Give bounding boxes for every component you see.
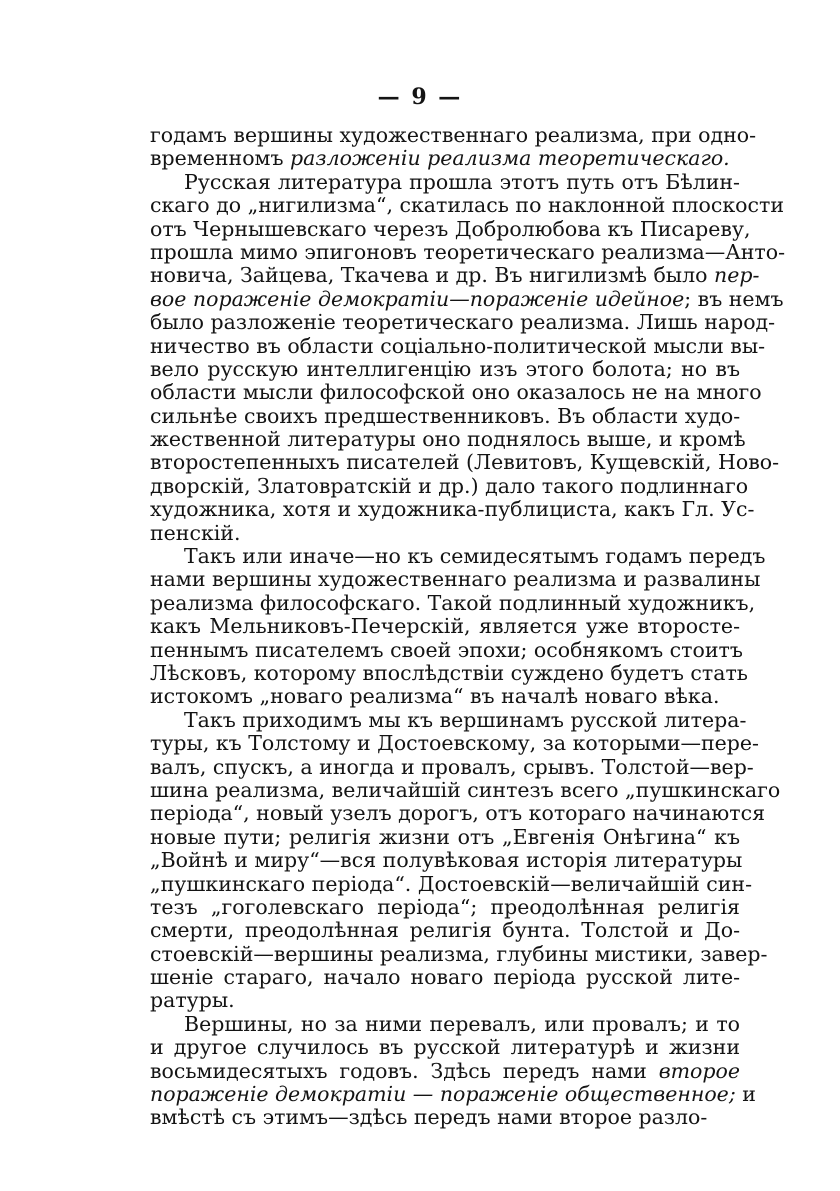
text-run: Русская литература прошла этотъ путь отъ Бѣлин- — [184, 169, 740, 194]
paragraph — [150, 123, 757, 171]
text-run: смерти, преодолѣнная религія бунта. Толстой и До- — [150, 918, 740, 943]
text-line — [150, 707, 747, 732]
text-line — [150, 1060, 740, 1083]
text-line — [150, 685, 740, 708]
text-line — [150, 1036, 740, 1059]
emphasis: пораженіе демократіи — пораженіе общественное; — [150, 1082, 736, 1107]
text-run: какъ Мельниковъ-Печерскій, является уже второсте- — [150, 614, 740, 639]
emphasis: вое пораженіе демократіи—пораженіе идейное — [150, 286, 685, 311]
text-line — [150, 754, 754, 779]
text-run: прошла мимо эпигоновъ теоретическаго реализма—Анто- — [150, 239, 786, 264]
text-line — [150, 848, 743, 873]
text-run: годамъ вершины художественнаго реализма, при одно- — [150, 123, 757, 147]
text-run: области мысли философской оно оказалось не на много — [150, 380, 762, 405]
text-line — [150, 871, 753, 896]
text-line — [150, 731, 759, 756]
text-line — [150, 123, 757, 147]
text-run: новича, Зайцева, Ткачева и др. Въ нигилизмѣ было — [150, 263, 715, 288]
text-run: пенскій. — [150, 520, 241, 545]
paragraph — [150, 707, 781, 1013]
text-line — [150, 590, 756, 615]
paragraph — [150, 169, 786, 545]
text-line — [150, 427, 746, 452]
text-run: ; въ немъ — [684, 286, 784, 311]
text-line — [150, 171, 740, 194]
text-line — [150, 333, 766, 358]
text-run: стоевскій—вершины реализма, глубины мистики, завер- — [150, 941, 768, 966]
page-number: — 9 — — [377, 84, 463, 110]
text-line — [150, 1082, 756, 1107]
text-line — [150, 193, 784, 218]
text-run: тезъ „гоголевскаго періода“; преодолѣнная религія — [150, 894, 740, 919]
text-run: ничество въ области соціально-политической мысли вы- — [150, 333, 766, 358]
text-line — [150, 405, 740, 428]
emphasis: второе — [658, 1058, 740, 1083]
text-run: и — [735, 1082, 756, 1107]
text-line — [150, 919, 740, 942]
text-line — [150, 896, 740, 919]
text-line — [150, 263, 760, 288]
text-run: шеніе стараго, начало новаго періода русской лите- — [150, 965, 740, 990]
text-run: Вершины, но за ними перевалъ, или провалъ; и то — [184, 1011, 740, 1036]
text-line — [150, 497, 755, 522]
emphasis: пер- — [714, 263, 760, 288]
text-line — [150, 147, 740, 170]
text-line — [150, 1106, 740, 1129]
text-line — [150, 637, 743, 662]
text-run: нами вершины художественнаго реализма и развалины — [150, 567, 761, 592]
text-run: Такъ приходимъ мы къ вершинамъ русской литера- — [184, 707, 747, 732]
text-run: туры, къ Толстому и Достоевскому, за которыми—пере- — [150, 731, 759, 756]
text-line — [150, 473, 749, 498]
text-line — [150, 615, 740, 638]
text-run: сильнѣе своихъ предшественниковъ. Въ области худо- — [150, 403, 741, 428]
text-line — [150, 380, 762, 405]
body-text — [150, 123, 786, 1130]
text-run: отъ Чернышевскаго черезъ Добролюбова къ Писареву, — [150, 216, 751, 241]
text-line — [150, 310, 776, 335]
text-run: художника, хотя и художника-публициста, какъ Гл. Ус- — [150, 497, 755, 522]
text-run: „пушкинскаго періода“. Достоевскій—величайшій син- — [150, 871, 753, 896]
text-line — [150, 450, 780, 475]
text-line — [150, 567, 761, 592]
text-run: вмѣстѣ съ этимъ—здѣсь передъ нами второе разло- — [150, 1105, 708, 1130]
text-run: валъ, спускъ, а иногда и провалъ, срывъ. Толстой—вер- — [150, 754, 754, 779]
text-run: Лѣсковъ, которому впослѣдствіи суждено будетъ стать — [150, 660, 748, 685]
text-run: новые пути; религія жизни отъ „Евгенія Онѣгина“ къ — [150, 824, 740, 849]
text-run: дворскій, Златовратскій и др.) дало такого подлиннаго — [150, 473, 749, 498]
text-run: вело русскую интеллигенцію изъ этого болота; но въ — [150, 356, 740, 381]
text-line — [150, 826, 740, 849]
text-run: было разложеніе теоретическаго реализма. Лишь народ- — [150, 310, 776, 335]
text-run: второстепенныхъ писателей (Левитовъ, Кущевскій, Ново- — [150, 450, 780, 475]
text-line — [150, 1013, 740, 1036]
text-run: пеннымъ писателемъ своей эпохи; особнякомъ стоитъ — [150, 637, 743, 662]
text-run: шина реализма, величайшій синтезъ всего „пушкинскаго — [150, 777, 781, 802]
emphasis: разложеніи реализма теоретическаго. — [290, 146, 730, 171]
text-run: реализма философскаго. Такой подлинный художникъ, — [150, 590, 756, 615]
text-run: Такъ или иначе—но къ семидесятымъ годамъ передъ — [184, 544, 766, 569]
text-line — [150, 966, 740, 989]
text-run: скаго до „нигилизма“, скатилась по наклонной плоскости — [150, 193, 784, 218]
text-line — [150, 239, 786, 264]
text-line — [150, 941, 768, 966]
text-line — [150, 286, 784, 311]
text-line — [150, 989, 740, 1012]
text-line — [150, 801, 766, 826]
paragraph — [150, 544, 766, 709]
text-line — [150, 660, 748, 685]
text-line — [150, 358, 740, 381]
text-run: „Войнѣ и миру“—вся полувѣковая исторія литературы — [150, 848, 743, 873]
text-line — [150, 544, 766, 569]
text-line — [150, 777, 781, 802]
text-run: ратуры. — [150, 988, 235, 1013]
text-line — [150, 216, 751, 241]
text-line — [150, 522, 740, 545]
text-run: восьмидесятыхъ годовъ. Здѣсь передъ нами — [150, 1058, 659, 1083]
text-run: и другое случилось въ русской литературѣ и жизни — [150, 1035, 740, 1060]
text-run: періода“, новый узелъ дорогъ, отъ котораго начинаются — [150, 801, 766, 826]
text-run: жественной литературы оно поднялось выше, и кромѣ — [150, 427, 746, 452]
paragraph — [150, 1011, 756, 1130]
text-run: истокомъ „новаго реализма“ въ началѣ новаго вѣка. — [150, 684, 720, 709]
text-run: временномъ — [150, 146, 291, 171]
